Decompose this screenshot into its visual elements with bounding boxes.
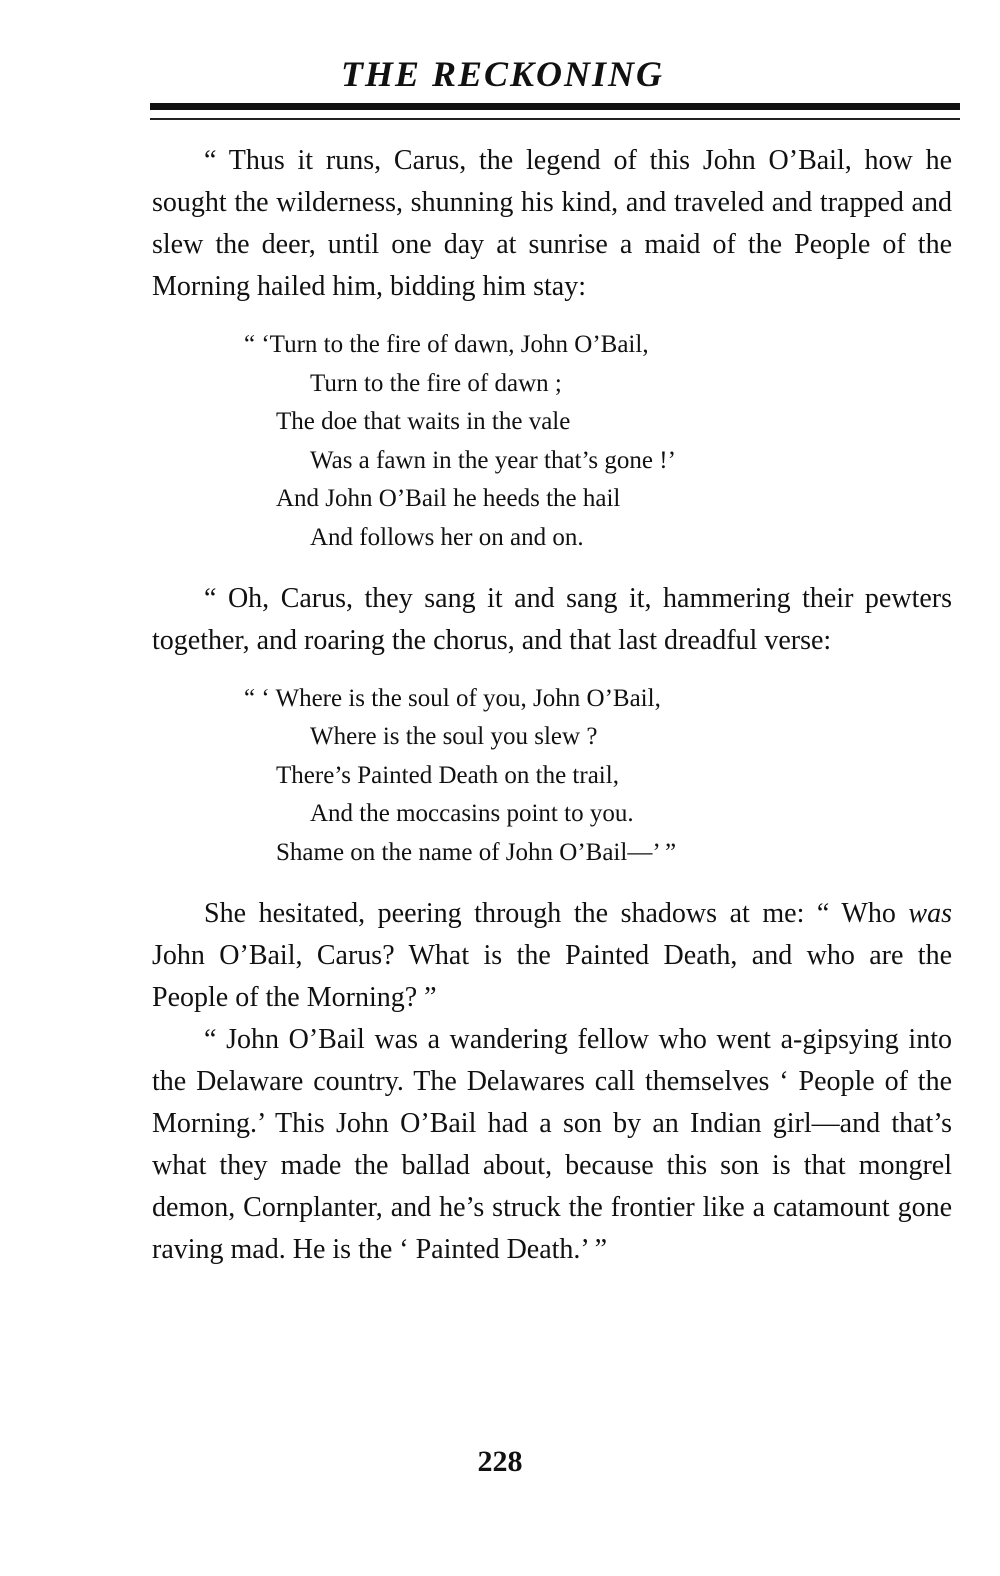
text-run: John O’Bail, Carus? What is the Painted Death, and who are the People of the Morning? ” [152,939,952,1013]
body-text [152,140,952,1271]
text-run: She hesitated, peering through the shadows at me: “ Who [204,897,909,929]
verse-line: And follows her on and on. [310,523,584,551]
verse-line: Where is the soul you slew ? [310,723,598,751]
verse-stanza [152,680,952,873]
verse-line: “ ‘Turn to the fire of dawn, John O’Bail, [244,331,649,358]
emphasized-word: was [908,897,952,929]
verse-line: “ ‘ Where is the soul of you, John O’Bail, [244,684,661,712]
verse-line: The doe that waits in the vale [276,408,571,436]
paragraph: “ Thus it runs, Carus, the legend of this John O’Bail, how he sought the wilderness, shunning his kind, and traveled and trapped and slew the deer, until one day at sunrise a maid of the People of the Morning hailed him, bidding him stay: [152,145,952,302]
verse-line: Shame on the name of John O’Bail—’ ” [276,838,677,866]
verse-line: There’s Painted Death on the trail, [276,761,619,789]
paragraph [152,893,952,1019]
verse-line: And John O’Bail he heeds the hail [276,485,621,513]
paragraph: “ John O’Bail was a wandering fellow who went a-gipsying into the Delaware country. The Delawares call themselves ‘ People of the Morning.’ This John O’Bail had a son by an Indian girl—and that’s what they made the ballad about, because this son is that mongrel demon, Cornplanter, and he’s struck the frontier like a catamount gone raving mad. He is the ‘ Painted Death.’ ” [152,1023,952,1265]
header-rule-thick [150,103,960,110]
verse-line: Turn to the fire of dawn ; [310,369,562,397]
paragraph: “ Oh, Carus, they sang it and sang it, hammering their pewters together, and roaring the chorus, and that last dreadful verse: [152,582,952,656]
verse-line: And the moccasins point to you. [310,800,634,828]
running-head: THE RECKONING [340,54,665,94]
page-number: 228 [477,1445,523,1478]
verse-line: Was a fawn in the year that’s gone !’ [310,446,676,474]
verse-stanza [152,326,952,558]
header-rule-thin [150,118,960,120]
